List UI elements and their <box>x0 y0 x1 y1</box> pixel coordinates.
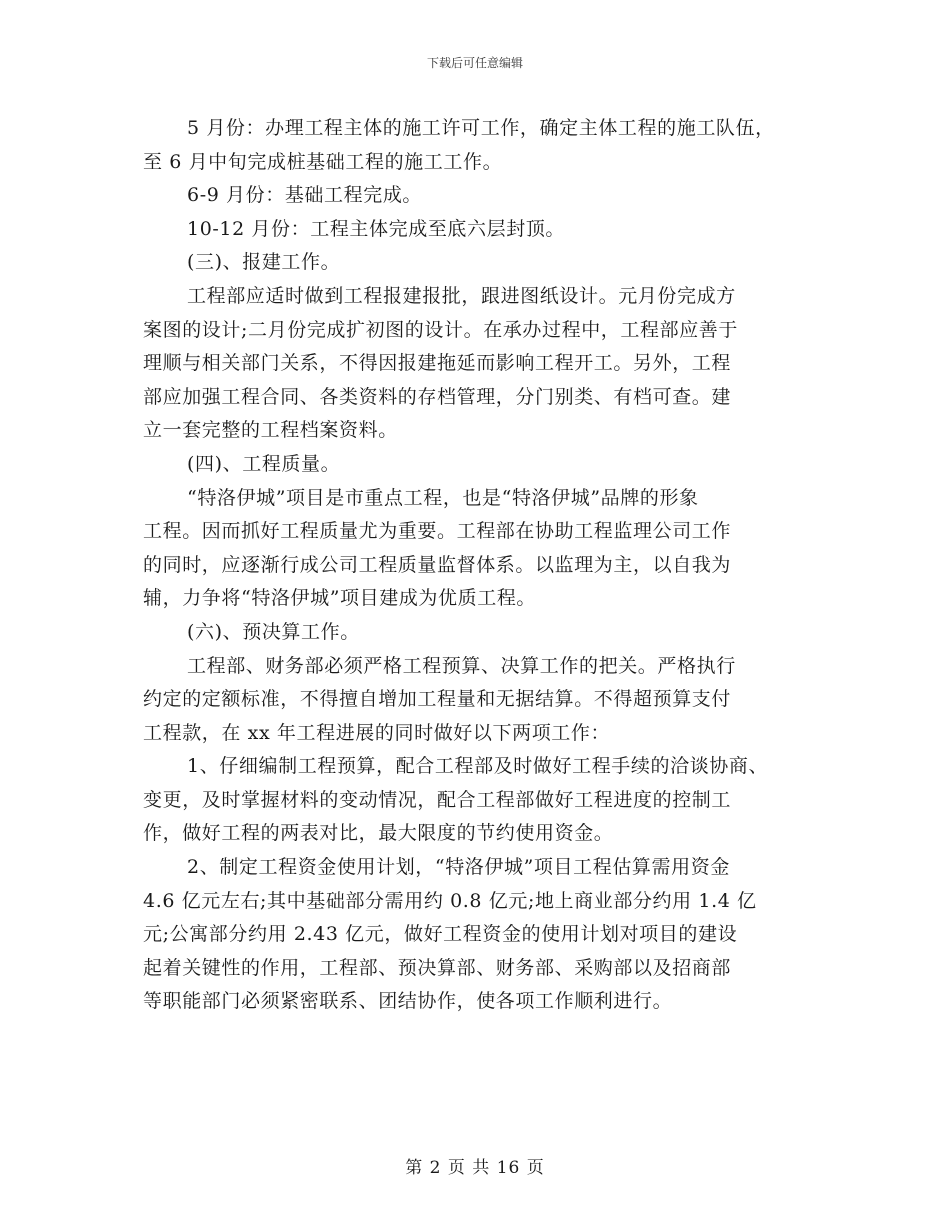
text-line: 至 6 月中旬完成桩基础工程的施工工作。 <box>143 150 503 173</box>
text-line: 5 月份：办理工程主体的施工许可工作，确定主体工程的施工队伍， <box>187 117 775 139</box>
text-line: 等职能部门必须紧密联系、团结协作，使各项工作顺利进行。 <box>143 990 673 1013</box>
text-line: 理顺与相关部门关系，不得因报建拖延而影响工程开工。另外，工程 <box>143 352 732 375</box>
text-line: 约定的定额标准，不得擅自增加工程量和无据结算。不得超预算支付 <box>143 688 732 711</box>
text-line: 变更，及时掌握材料的变动情况，配合工程部做好工程进度的控制工 <box>143 788 732 811</box>
text-line: (六)、预决算工作。 <box>187 620 360 643</box>
text-line: “特洛伊城”项目是市重点工程，也是“特洛伊城”品牌的形象 <box>187 486 699 509</box>
text-line: 6-9 月份：基础工程完成。 <box>187 184 423 207</box>
text-line: 案图的设计;二月份完成扩初图的设计。在承办过程中，工程部应善于 <box>143 318 739 341</box>
document-body <box>143 112 823 1019</box>
text-line: 部应加强工程合同、各类资料的存档管理，分门别类、有档可查。建 <box>143 385 732 408</box>
text-line: 立一套完整的工程档案资料。 <box>143 419 398 442</box>
text-line: 工程部、财务部必须严格工程预算、决算工作的把关。严格执行 <box>187 654 736 677</box>
text-line: 元;公寓部分约用 2.43 亿元，做好工程资金的使用计划对项目的建设 <box>143 923 738 946</box>
text-line: 1、仔细编制工程预算，配合工程部及时做好工程手续的洽谈协商、 <box>187 755 769 778</box>
text-line: 工程。因而抓好工程质量尤为重要。工程部在协助工程监理公司工作 <box>143 520 732 543</box>
page-footer: 第 2 页 共 16 页 <box>405 1158 545 1178</box>
page-header: 下载后可任意编辑 <box>426 56 523 70</box>
text-line: 4.6 亿元左右;其中基础部分需用约 0.8 亿元;地上商业部分约用 1.4 亿 <box>143 889 757 912</box>
text-line: 10-12 月份：工程主体完成至底六层封顶。 <box>187 217 566 240</box>
text-line: (四)、工程质量。 <box>187 452 341 475</box>
text-line: (三)、报建工作。 <box>187 251 341 274</box>
text-line: 起着关键性的作用，工程部、预决算部、财务部、采购部以及招商部 <box>143 956 732 979</box>
text-line: 辅，力争将“特洛伊城”项目建成为优质工程。 <box>143 587 537 610</box>
text-line: 工程部应适时做到工程报建报批，跟进图纸设计。元月份完成方 <box>187 284 736 307</box>
text-line: 的同时，应逐渐行成公司工程质量监督体系。以监理为主，以自我为 <box>143 553 732 576</box>
text-line: 工程款，在 xx 年工程进展的同时做好以下两项工作： <box>143 721 611 744</box>
text-line: 作，做好工程的两表对比，最大限度的节约使用资金。 <box>143 822 614 845</box>
text-line: 2、制定工程资金使用计划，“特洛伊城”项目工程估算需用资金 <box>187 856 730 879</box>
